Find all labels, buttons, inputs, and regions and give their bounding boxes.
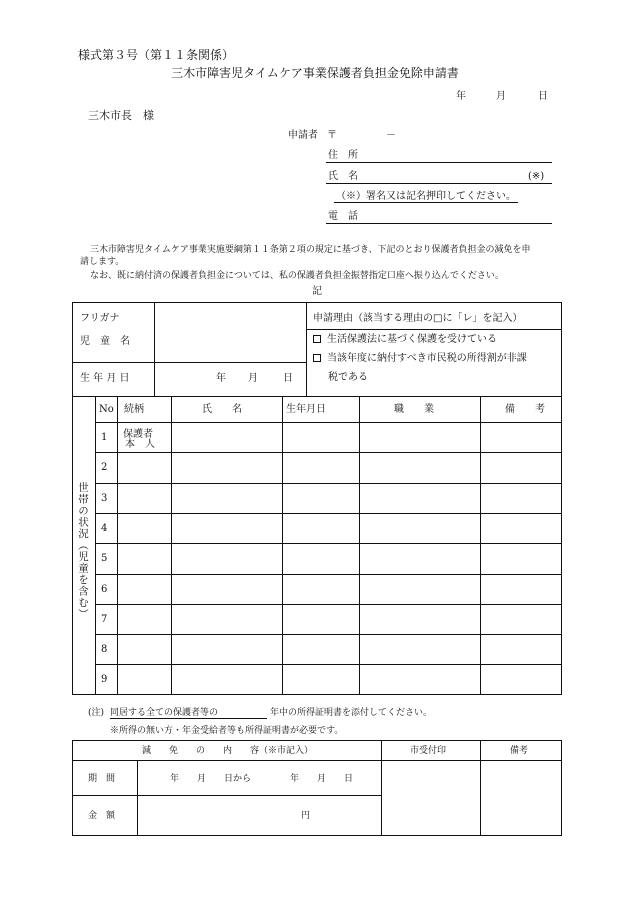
address-field-line[interactable] [326, 162, 552, 163]
table-row-divider [95, 513, 562, 514]
seal-note: （※）署名又は記名押印してください。 [336, 191, 516, 202]
note-text-2: ※所得の無い方・年金受給者等も所得証明書が必要です。 [110, 726, 344, 736]
amount-unit: 円 [301, 811, 311, 821]
reason-option-1[interactable]: 生活保護法に基づく保護を受けている [313, 334, 497, 346]
amount-label: 金 額 [88, 811, 116, 821]
col-relation: 続柄 [124, 404, 144, 415]
address-label: 住 所 [328, 150, 358, 161]
row-no: 3 [101, 492, 108, 504]
postal-dash: － [386, 130, 396, 141]
seal-mark: (※) [528, 171, 545, 182]
period-label: 期 間 [88, 774, 116, 784]
reduction-note-header: 備考 [510, 746, 529, 756]
row-no: 5 [101, 553, 108, 565]
reason-header: 申請理由（該当する理由の□に「レ」を記入） [313, 313, 523, 324]
row-no: 2 [101, 462, 108, 474]
phone-field-line[interactable] [326, 223, 552, 224]
household-side-label: 世帯の状況（児童を含む） [77, 482, 89, 620]
table-row-divider [95, 574, 562, 575]
period-to: 年 月 日 [290, 774, 354, 784]
table-row-divider [95, 634, 562, 635]
col-note: 備 考 [505, 404, 545, 415]
body-text-line1b: 請します。 [80, 257, 125, 267]
row-no: 9 [101, 674, 108, 686]
form-number: 様式第３号（第１１条関係） [78, 48, 235, 62]
date-year: 年 [456, 91, 466, 102]
row-no: 6 [101, 583, 108, 595]
table-row-divider [95, 543, 562, 544]
row-relation-b: 本 人 [125, 439, 155, 450]
checkbox-icon[interactable] [313, 354, 321, 362]
ki-label: 記 [312, 286, 322, 297]
row-relation-a: 保護者 [123, 429, 153, 440]
addressee: 三木市長 様 [88, 109, 154, 122]
date-month: 月 [496, 91, 506, 102]
birth-label: 生 年 月 日 [80, 373, 130, 384]
note-prefix: (注) [88, 708, 105, 718]
table-row-divider [95, 422, 562, 423]
birth-month: 月 [248, 373, 258, 384]
note-text-a: 同居する全ての保護者等の [110, 708, 219, 718]
table-row-divider [95, 452, 562, 453]
col-name: 氏 名 [202, 404, 242, 415]
receipt-header: 市受付印 [410, 746, 447, 756]
birth-day: 日 [283, 373, 293, 384]
table-row-divider [95, 664, 562, 665]
child-name-label: 児 童 名 [80, 336, 130, 347]
reason-option-2-cont: 税である [328, 372, 368, 383]
table-row-divider [95, 483, 562, 484]
row-no: 1 [101, 432, 108, 443]
row-no: 7 [101, 613, 108, 625]
postal-mark: 〒 [327, 130, 337, 141]
table-row-divider [95, 604, 562, 605]
income-year-field-line[interactable] [215, 718, 267, 719]
reduction-header: 減 免 の 内 容（※市記入） [142, 746, 314, 756]
row-no: 8 [101, 644, 108, 656]
seal-note-underline [334, 202, 518, 203]
applicant-label: 申請者 [288, 130, 318, 141]
furigana-label: フリガナ [80, 313, 120, 324]
row-no: 4 [101, 522, 108, 534]
name-field-line[interactable] [326, 183, 552, 184]
note-underline [110, 718, 215, 719]
col-job: 職 業 [394, 404, 434, 415]
body-text-line1: 三木市障害児タイムケア事業実施要綱第１１条第２項の規定に基づき、下記のとおり保護者負担金の減免を申 [90, 245, 531, 255]
checkbox-icon[interactable] [313, 335, 321, 343]
name-label: 氏 名 [328, 171, 358, 182]
reason-option-2[interactable]: 当該年度に納付すべき市民税の所得割が非課 [313, 353, 527, 365]
date-day: 日 [538, 91, 548, 102]
birth-year: 年 [216, 373, 226, 384]
page-title: 三木市障害児タイムケア事業保護者負担金免除申請書 [171, 66, 459, 80]
period-from: 年 月 日から [170, 774, 252, 784]
col-no: No [99, 404, 114, 415]
body-text-line2: なお、既に納付済の保護者負担金については、私の保護者負担金振替指定口座へ振り込んでください。 [90, 271, 504, 281]
note-text-b: 年中の所得証明書を添付してください。 [270, 708, 433, 718]
col-birth: 生年月日 [286, 404, 326, 415]
phone-label: 電 話 [328, 211, 358, 222]
